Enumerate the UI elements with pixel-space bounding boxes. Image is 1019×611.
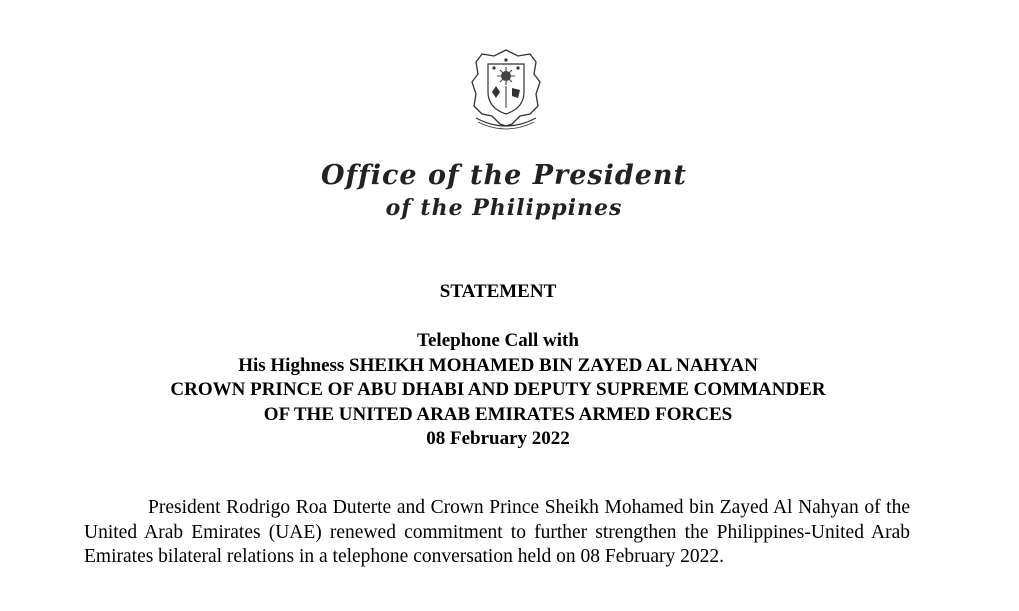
statement-date: 08 February 2022	[426, 428, 570, 449]
heading-line: OF THE UNITED ARAB EMIRATES ARMED FORCES	[263, 403, 733, 425]
statement-body-paragraph: President Rodrigo Roa Duterte and Crown Prince Sheikh Mohamed bin Zayed Al Nahyan of the United Arab Emirates (UAE) renewed commitment to further strengthen the Philippines-United Arab Emirates bilateral relations in a telephone conversation held on 08 February 2022.	[84, 497, 910, 567]
office-title: Office of the President	[320, 160, 688, 191]
heading-line: CROWN PRINCE OF ABU DHABI AND DEPUTY SUPREME COMMANDER	[170, 379, 826, 400]
heading-line: His Highness SHEIKH MOHAMED BIN ZAYED AL NAHYAN	[238, 354, 758, 376]
office-subtitle: of the Philippines	[385, 195, 623, 221]
statement-label: STATEMENT	[439, 281, 557, 302]
philippine-presidential-seal-icon	[466, 48, 546, 132]
heading-line: Telephone Call with	[417, 330, 579, 351]
statement-heading	[0, 329, 996, 452]
